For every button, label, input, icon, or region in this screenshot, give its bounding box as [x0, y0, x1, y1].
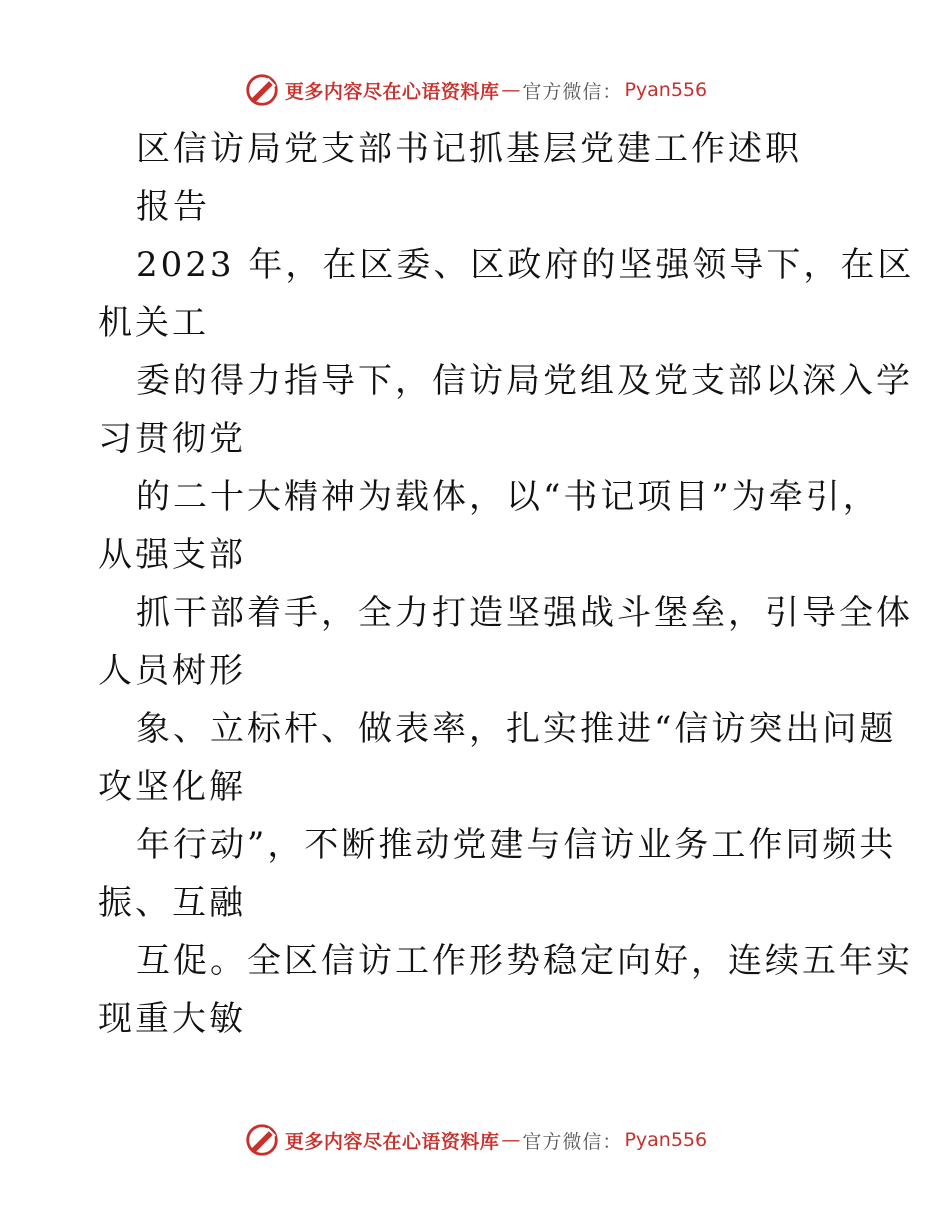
paragraph-line: 互促。全区信访工作形势稳定向好，连续五年实 — [136, 941, 913, 981]
paragraph-line: 习贯彻党 — [98, 419, 246, 459]
watermark-sub-text: 官方微信： — [522, 1130, 623, 1153]
watermark-separator: — — [501, 79, 521, 101]
paragraph-line: 象、立标杆、做表率，扎实推进“信访突出问题 — [136, 709, 897, 749]
paragraph-line: 的二十大精神为载体，以“书记项目”为牵引， — [136, 477, 880, 517]
watermark-main-text: 更多内容尽在心语资料库 — [284, 1130, 500, 1153]
paragraph-line: 现重大敏 — [98, 999, 246, 1039]
paragraph-line: 年行动”，不断推动党建与信访业务工作同频共 — [136, 825, 897, 865]
watermark-sub-text: 官方微信： — [522, 80, 623, 103]
pen-logo-icon — [243, 1121, 281, 1159]
watermark-separator: — — [501, 1129, 521, 1151]
paragraph-line: 攻坚化解 — [98, 767, 246, 807]
paragraph-line: 委的得力指导下，信访局党组及党支部以深入学 — [136, 361, 913, 401]
paragraph-line: 振、互融 — [98, 883, 246, 923]
watermark-wechat-id: Pyan556 — [624, 1129, 708, 1151]
watermark-wechat-id: Pyan556 — [624, 79, 708, 101]
watermark-main-text: 更多内容尽在心语资料库 — [284, 80, 500, 103]
paragraph-line: 抓干部着手，全力打造坚强战斗堡垒，引导全体 — [136, 593, 913, 633]
paragraph-line: 从强支部 — [98, 535, 246, 575]
paragraph-line: 人员树形 — [98, 651, 246, 691]
document-title-line-2: 报告 — [136, 187, 210, 227]
pen-logo-icon — [243, 71, 281, 109]
header-watermark — [0, 70, 950, 110]
paragraph-line: 机关工 — [98, 303, 209, 343]
footer-watermark — [0, 1120, 950, 1160]
document-title-line-1: 区信访局党支部书记抓基层党建工作述职 — [136, 129, 802, 169]
paragraph-line: 2023 年，在区委、区政府的坚强领导下，在区 — [136, 245, 915, 285]
